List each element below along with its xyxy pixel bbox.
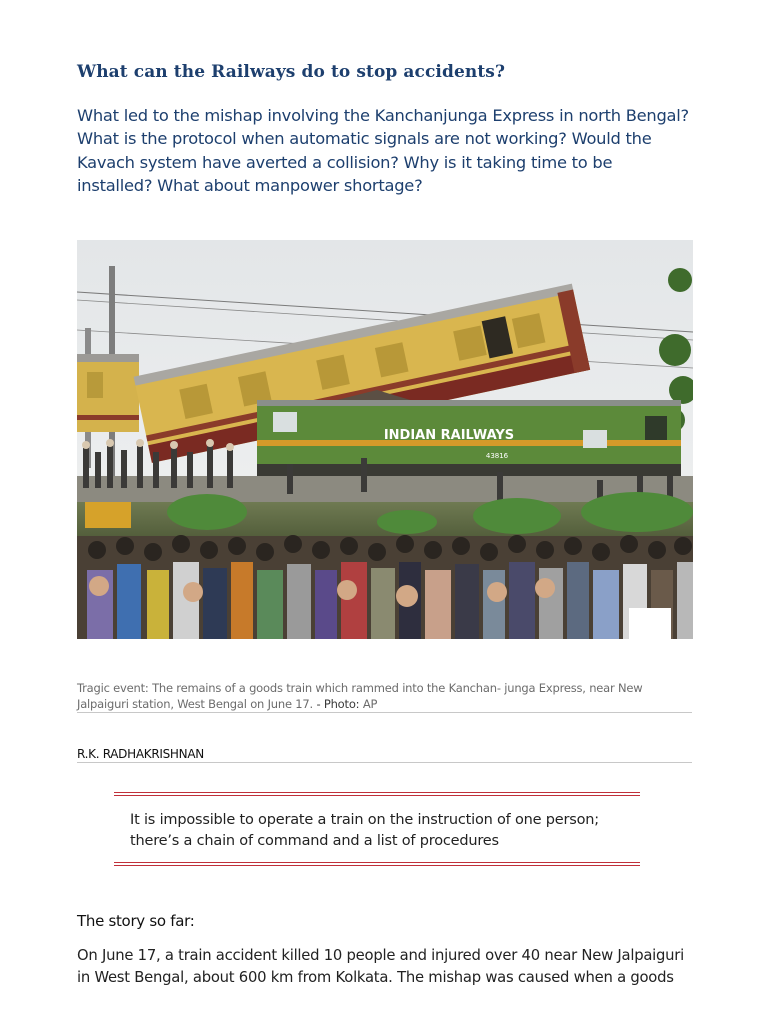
left-coach [77, 354, 139, 432]
article-standfirst: What led to the mishap involving the Kanchanjunga Express in north Bengal? What is the protocol when automatic signals are not working? Would the Kavach system have averted a collision? Why is it taking time to be installed? What about manpower shortage? [77, 106, 689, 195]
locomotive [257, 400, 681, 478]
loco-lettering: INDIAN RAILWAYS [383, 428, 515, 443]
article-headline: What can the Railways do to stop accidents? [77, 62, 506, 82]
photo-caption [77, 680, 692, 712]
byline-divider [77, 762, 692, 763]
loco-number: 43816 [485, 452, 509, 460]
caption-divider [77, 712, 692, 713]
author-byline[interactable]: R.K. RADHAKRISHNAN [77, 747, 204, 761]
caption-credit-label: - Photo: [316, 697, 360, 711]
body-paragraph: On June 17, a train accident killed 10 people and injured over 40 near New Jalpaiguri in West Bengal, about 600 km from Kolkata. The mishap was caused when a goods [77, 947, 684, 986]
article-photo [77, 240, 693, 639]
caption-credit: AP [362, 697, 378, 711]
section-heading: The story so far: [77, 912, 195, 930]
pull-quote-bottom-rule [114, 862, 640, 866]
accident-scene-illustration [77, 240, 693, 639]
pull-quote: It is impossible to operate a train on the instruction of one person; there’s a chain of command and a list of procedures [130, 812, 599, 849]
pull-quote-top-rule [114, 792, 640, 796]
caption-text: Tragic event: The remains of a goods train which rammed into the Kanchan- junga Express, near New Jalpaiguri station, West Bengal on June 17. [77, 681, 643, 711]
